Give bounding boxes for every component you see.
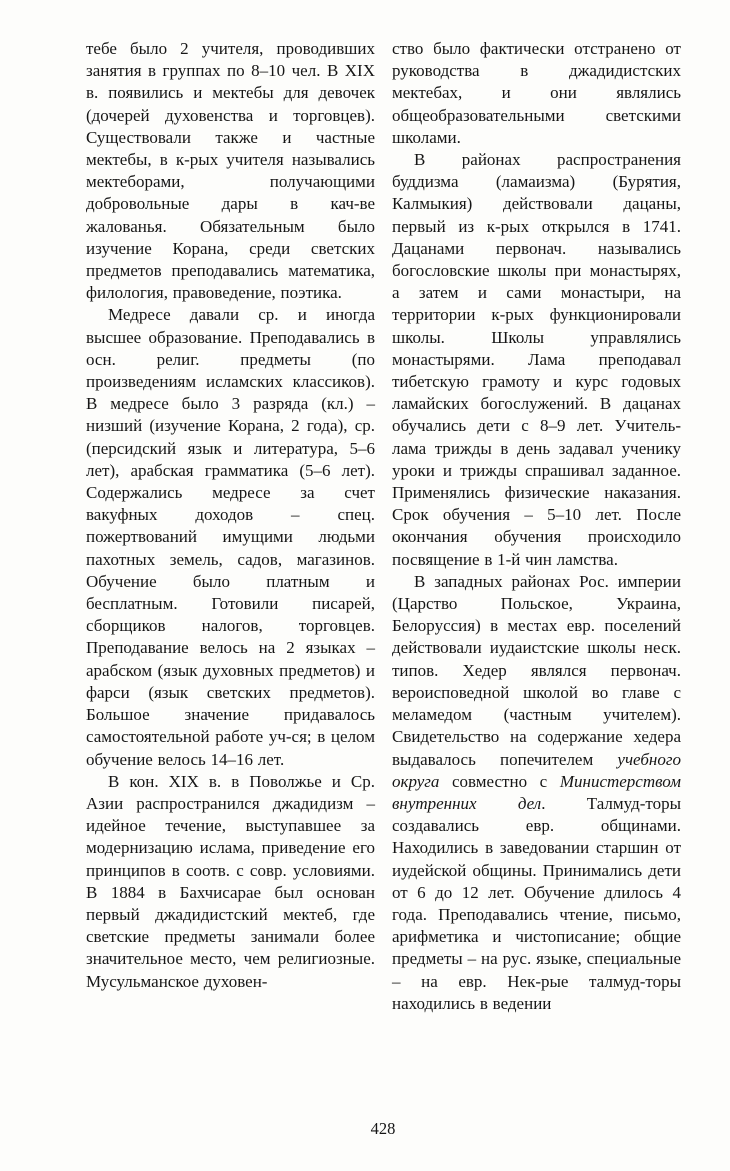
left-column: [86, 38, 375, 1015]
text-run: тебе было 2 учителя, проводивших занятия в группах по 8–10 чел. В XIX в. появились и мектебы для девочек (дочерей духовенства и торговцев). Существовали также и частные мектебы, в к-рых учителя назывались мектеборами, получающими добровольные дары в кач-ве жалованья. Обязательным было изучение Корана, среди светских предметов преподавались математика, филология, правоведение, поэтика.: [86, 39, 375, 303]
paragraph: [86, 38, 375, 304]
text-run: совместно с: [439, 771, 560, 791]
right-column: [392, 38, 681, 1015]
paragraph: [86, 771, 375, 993]
italic-text-run: Министерством внутренних дел: [392, 771, 681, 813]
text-run: . Талмуд-торы создавались евр. общинами. Находились в заведовании старшин от иудейской общины. Принимались дети от 6 до 12 лет. Обучение длилось 4 года. Преподавались чтение, письмо, арифметика и чистописание; общие предметы – на рус. языке, специальные – на евр. Нек-рые талмуд-торы находились в ведении: [392, 793, 682, 1013]
paragraph: [392, 38, 681, 149]
text-run: В районах распространения буддизма (ламаизма) (Бурятия, Калмыкия) действовали дацаны, первый из к-рых открылся в 1741. Дацанами первонач. назывались богословские школы при монастырях, а затем и сами монастыри, на территории к-рых функционировали школы. Школы управлялись монастырями. Лама преподавал тибетскую грамоту и курс годовых ламайских богослужений. В дацанах обучались дети с 8–9 лет. Учитель-лама трижды в день задавал ученику уроки и трижды спрашивал заданное. Применялись физические наказания. Срок обучения – 5–10 лет. После окончания обучения происходило посвящение в 1-й чин ламства.: [392, 150, 681, 569]
paragraph: [392, 571, 681, 1015]
text-columns: [86, 38, 680, 1015]
text-run: В кон. XIX в. в Поволжье и Ср. Азии распространился джадидизм – идейное течение, выступавшее за модернизацию ислама, приведение его принципов в соотв. с совр. условиями. В 1884 в Бахчисарае был основан первый джадидистский мектеб, где светские предметы занимали более значительное место, чем религиозные. Мусульманское духовен-: [86, 771, 375, 991]
page-number: 428: [370, 1119, 396, 1138]
text-run: В западных районах Рос. империи (Царство Польское, Украина, Белоруссия) в местах евр. поселений действовали иудаистские школы неск. типов. Хедер являлся первонач. вероисповедной школой во главе с меламедом (частным учителем). Свидетельство на содержание хедера выдавалось попечителем: [392, 571, 681, 769]
paragraph: [392, 149, 681, 571]
text-run: ство было фактически отстранено от руководства в джадидистских мектебах, и они являлись общеобразовательными светскими школами.: [392, 39, 681, 147]
text-run: Медресе давали ср. и иногда высшее образование. Преподавались в осн. религ. предметы (по произведениям исламских классиков). В медресе было 3 разряда (кл.) – низший (изучение Корана, 2 года), ср. (персидский язык и литература, 5–6 лет), арабская грамматика (5–6 лет). Содержались медресе за счет вакуфных доходов – спец. пожертвований имущими людьми пахотных земель, садов, магазинов. Обучение было платным и бесплатным. Готовили писарей, сборщиков налогов, торговцев. Преподавание велось на 2 языках – арабском (язык духовных предметов) и фарси (язык светских предметов). Большое значение придавалось самостоятельной работе уч-ся; в целом обучение велось 14–16 лет.: [86, 305, 375, 769]
italic-text-run: учебного округа: [392, 749, 681, 791]
paragraph: [86, 304, 375, 770]
